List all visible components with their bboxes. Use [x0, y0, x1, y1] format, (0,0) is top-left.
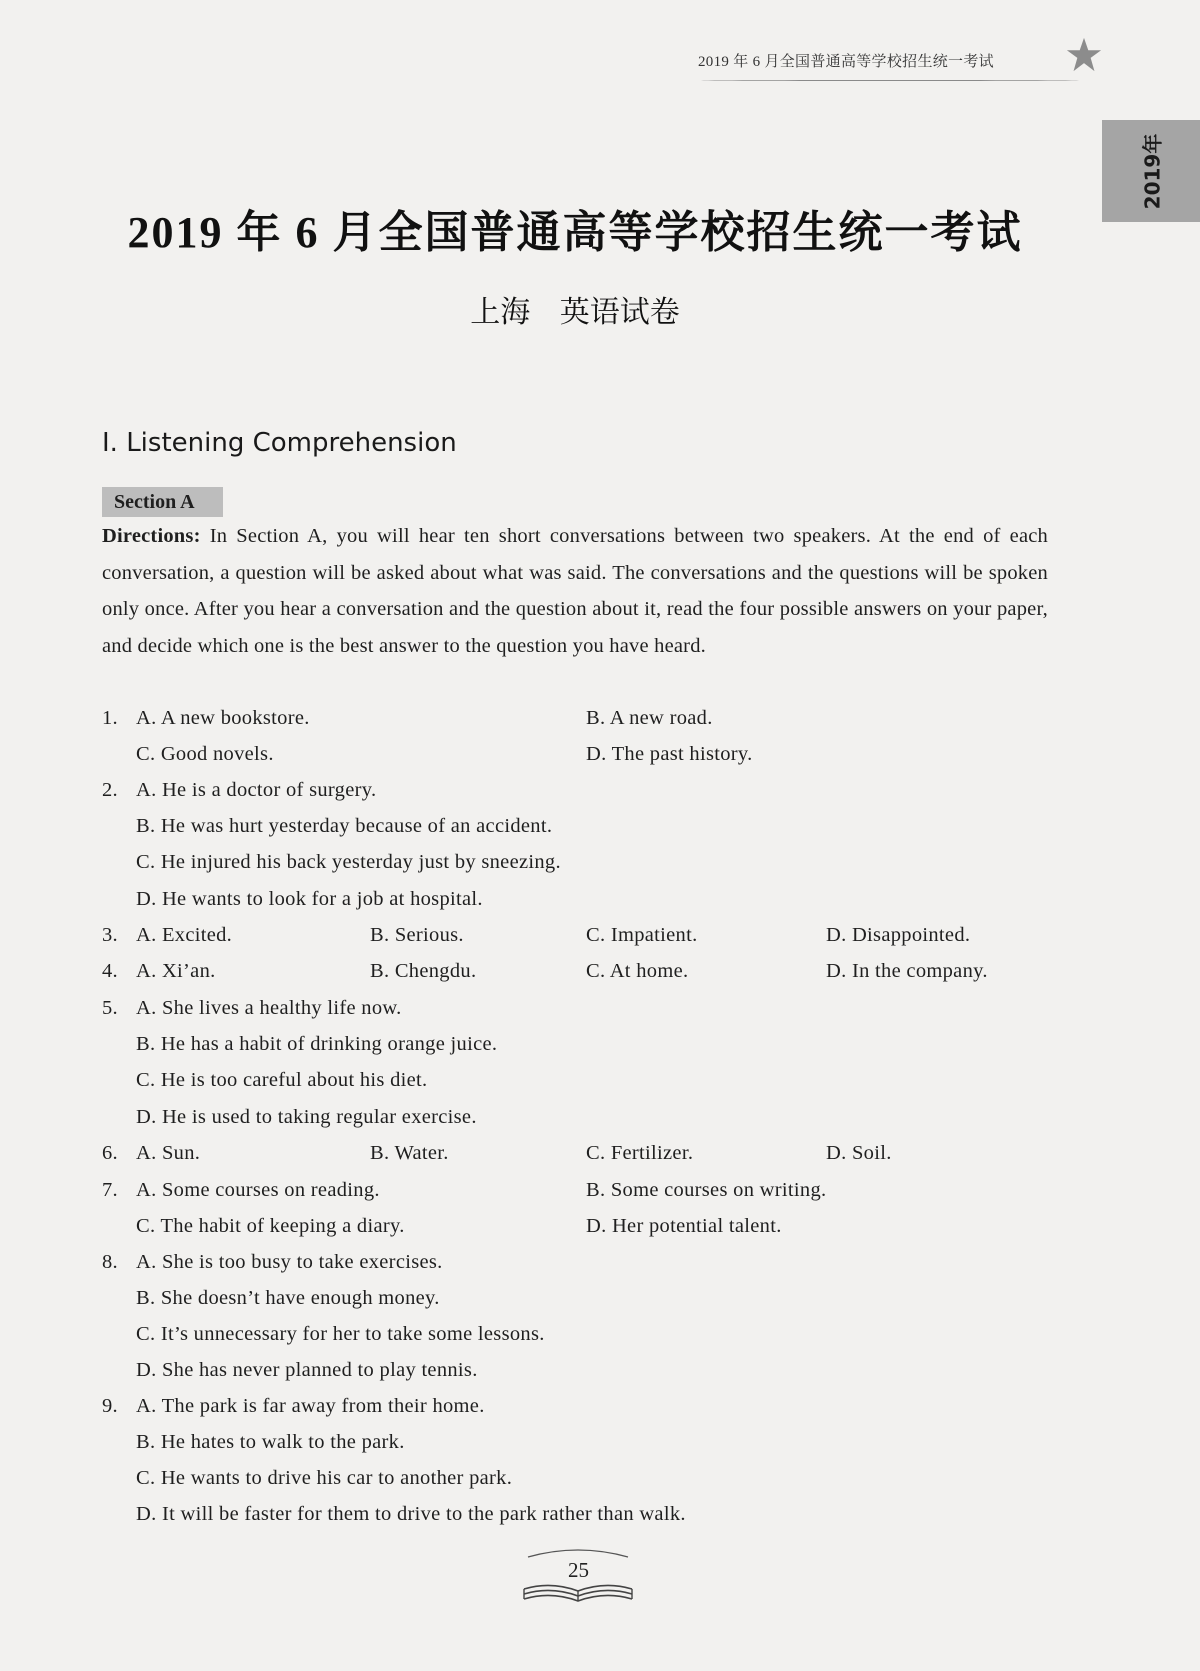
option-a: A. Excited. — [136, 924, 233, 946]
page-title: 2019 年 6 月全国普通高等学校招生统一考试 — [127, 208, 1023, 257]
subtitle-paper: 英语试卷 — [559, 295, 680, 330]
page-number: 25 — [568, 1558, 589, 1582]
option-b: B. He hates to walk to the park. — [136, 1431, 405, 1453]
directions-label: Directions: — [102, 525, 201, 547]
question-number: 9. — [102, 1395, 118, 1417]
option-d: D. In the company. — [826, 960, 988, 982]
option-c: C. Impatient. — [586, 924, 698, 946]
option-b: B. He was hurt yesterday because of an accident. — [136, 815, 553, 837]
running-header-title: 2019 年 6 月全国普通高等学校招生统一考试 — [698, 54, 994, 70]
directions-text: In Section A, you will hear ten short conversations between two speakers. At the end of each conversation, a question will be asked about what was said. The conversations and the questions will be spoken only once. After you hear a conversation and the question about it, read the four possible answers on your paper, and decide which one is the best answer to the question you have heard. — [102, 525, 1048, 657]
question-number: 8. — [102, 1251, 118, 1273]
option-c: C. He is too careful about his diet. — [136, 1069, 428, 1091]
question-number: 2. — [102, 779, 118, 801]
option-d: D. Her potential talent. — [586, 1215, 782, 1237]
option-c: C. Fertilizer. — [586, 1142, 694, 1164]
option-d: D. She has never planned to play tennis. — [136, 1359, 478, 1381]
option-b: B. Water. — [370, 1142, 449, 1164]
option-c: C. Good novels. — [136, 743, 274, 765]
question-number: 4. — [102, 960, 118, 982]
option-d: D. He is used to taking regular exercise. — [136, 1106, 477, 1128]
option-d: D. It will be faster for them to drive to the park rather than walk. — [136, 1503, 686, 1525]
option-c: C. The habit of keeping a diary. — [136, 1215, 405, 1237]
option-a: A. She lives a healthy life now. — [136, 997, 402, 1019]
option-b: B. Chengdu. — [370, 960, 477, 982]
option-b: B. A new road. — [586, 707, 713, 729]
option-d: D. Soil. — [826, 1142, 892, 1164]
option-a: A. Sun. — [136, 1142, 201, 1164]
option-d: D. Disappointed. — [826, 924, 971, 946]
option-a: A. Xi’an. — [136, 960, 216, 982]
section-label: Section A — [102, 487, 223, 517]
page-subtitle — [0, 287, 1150, 331]
option-a: A. The park is far away from their home. — [136, 1395, 485, 1417]
part-heading: Ⅰ. Listening Comprehension — [102, 428, 457, 458]
option-a: A. A new bookstore. — [136, 707, 310, 729]
question-number: 1. — [102, 707, 118, 729]
question-number: 5. — [102, 997, 118, 1019]
option-c: C. He injured his back yesterday just by sneezing. — [136, 851, 561, 873]
option-d: D. He wants to look for a job at hospital. — [136, 888, 483, 910]
star-icon — [1065, 36, 1103, 74]
year-tab-label: 2019年 — [1140, 133, 1165, 209]
question-number: 6. — [102, 1142, 118, 1164]
option-a: A. He is a doctor of surgery. — [136, 779, 377, 801]
question-number: 3. — [102, 924, 118, 946]
option-d: D. The past history. — [586, 743, 753, 765]
option-b: B. Some courses on writing. — [586, 1179, 827, 1201]
option-b: B. He has a habit of drinking orange juice. — [136, 1033, 498, 1055]
option-c: C. It’s unnecessary for her to take some lessons. — [136, 1323, 545, 1345]
header-divider — [700, 80, 1080, 81]
directions — [102, 518, 1048, 664]
question-number: 7. — [102, 1179, 118, 1201]
option-b: B. Serious. — [370, 924, 464, 946]
option-a: A. Some courses on reading. — [136, 1179, 380, 1201]
option-c: C. He wants to drive his car to another park. — [136, 1467, 513, 1489]
subtitle-region: 上海 — [470, 295, 531, 330]
option-c: C. At home. — [586, 960, 689, 982]
option-a: A. She is too busy to take exercises. — [136, 1251, 443, 1273]
option-b: B. She doesn’t have enough money. — [136, 1287, 440, 1309]
